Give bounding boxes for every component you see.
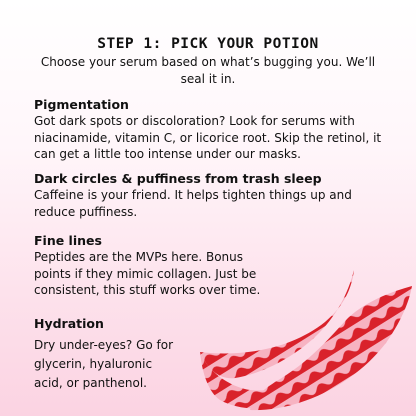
section-pigmentation bbox=[34, 97, 384, 163]
section-body: Caffeine is your friend. It helps tighten things up and reduce puffiness. bbox=[34, 188, 352, 219]
page-subtitle: Choose your serum based on what’s bugging you. We’ll seal it in. bbox=[40, 55, 376, 86]
section-title: Dark circles & puffiness from trash sleep bbox=[34, 171, 322, 186]
section-title: Pigmentation bbox=[34, 97, 129, 112]
section-dark-circles bbox=[34, 171, 384, 220]
section-body: Got dark spots or discoloration? Look for serums with niacinamide, vitamin C, or licorice root. Skip the retinol, it can get a little too intense under our masks. bbox=[34, 114, 382, 161]
section-title: Hydration bbox=[34, 316, 104, 331]
eye-masks-illustration bbox=[190, 262, 416, 416]
section-body: Peptides are the MVPs here. Bonus points if they mimic collagen. Just be consistent, this stuff works over time. bbox=[34, 250, 261, 297]
section-hydration bbox=[34, 316, 174, 393]
section-title: Fine lines bbox=[34, 233, 102, 248]
page-heading: STEP 1: PICK YOUR POTION bbox=[97, 36, 319, 52]
section-body: Dry under-eyes? Go for glycerin, hyaluronic acid, or panthenol. bbox=[34, 338, 174, 390]
